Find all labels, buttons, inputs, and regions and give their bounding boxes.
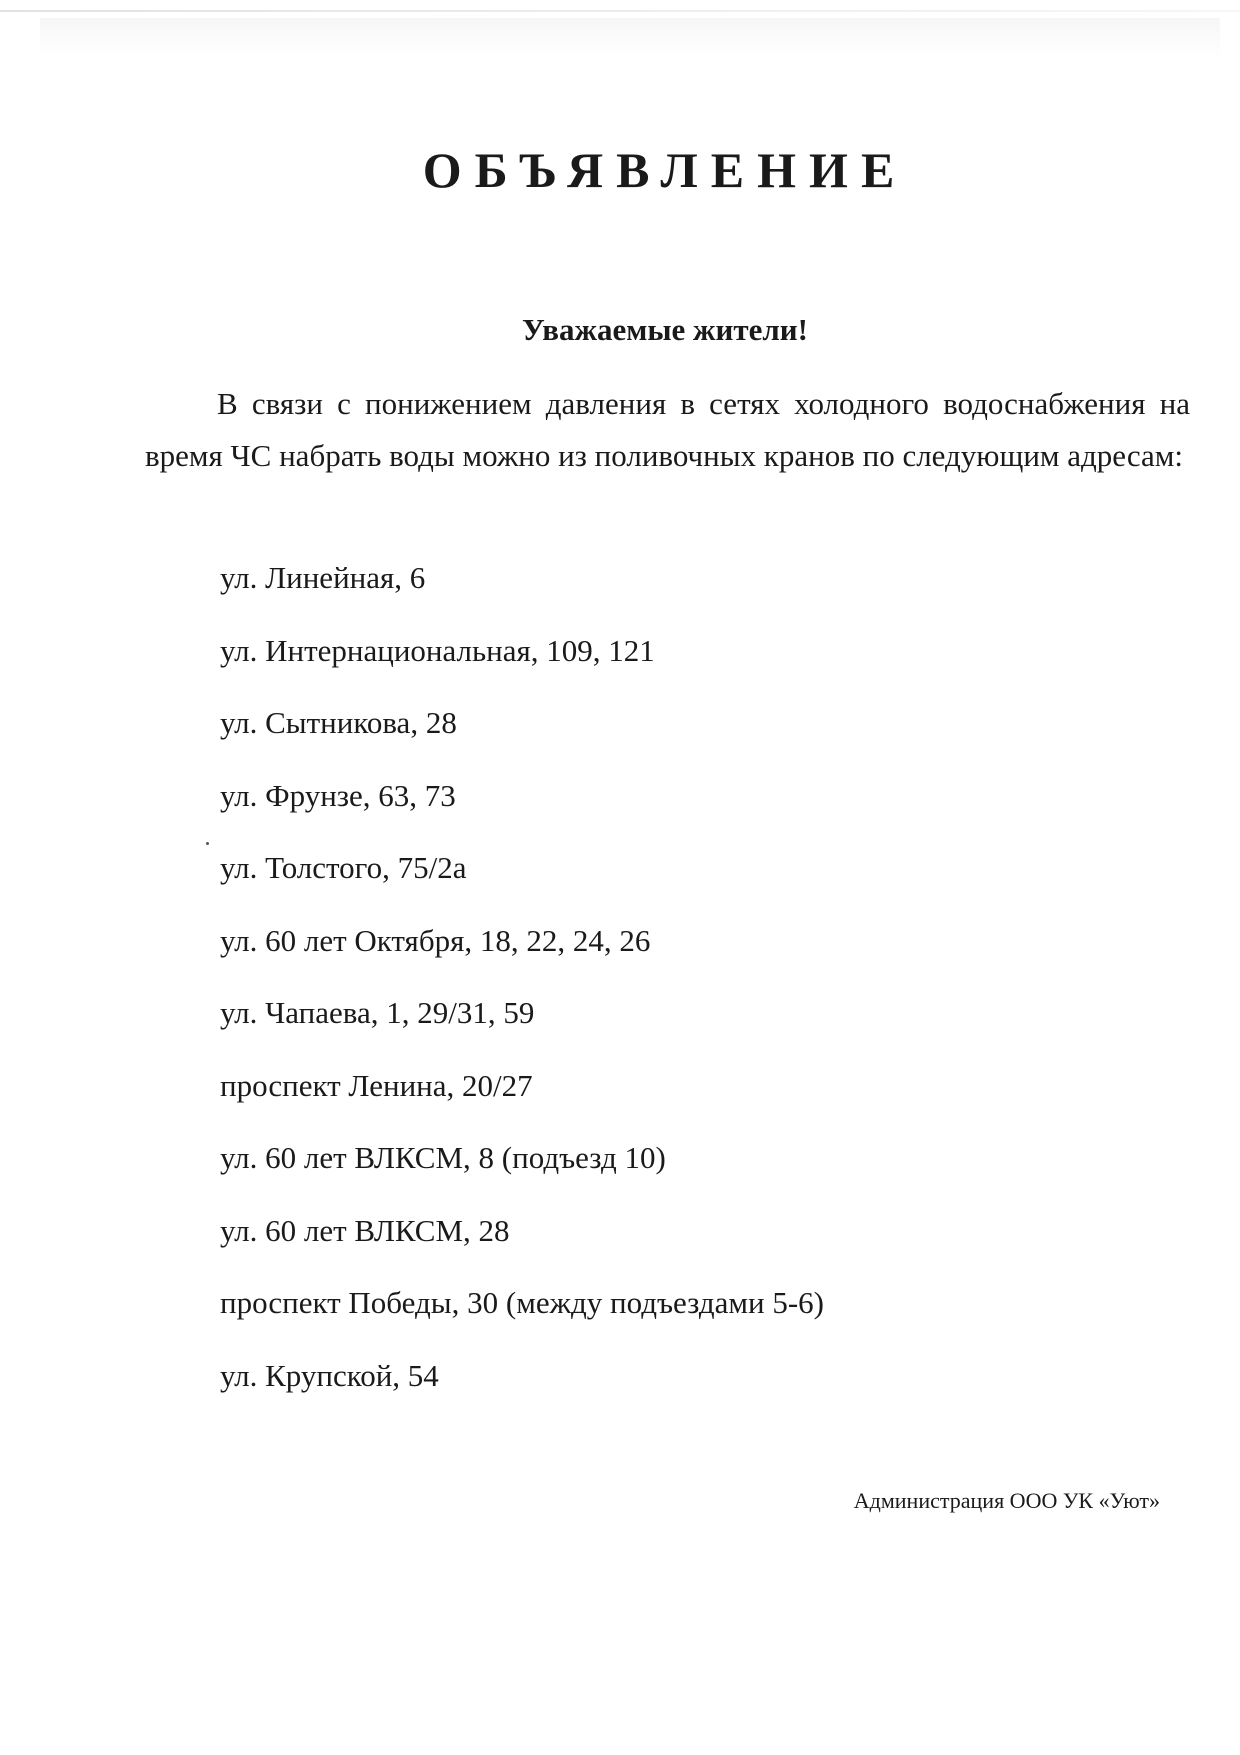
notice-title: ОБЪЯВЛЕНИЕ bbox=[422, 142, 908, 198]
address-item: ул. Толстого, 75/2а bbox=[220, 850, 467, 885]
notice-intro: В связи с понижением давления в сетях холодного водоснабжения на время ЧС набрать воды можно из поливочных кранов по следующим адресам: bbox=[145, 386, 1190, 473]
address-item: ул. 60 лет ВЛКСМ, 28 bbox=[220, 1212, 510, 1248]
address-item: ул. Крупской, 54 bbox=[220, 1357, 439, 1393]
scan-edge bbox=[0, 10, 1240, 12]
address-list bbox=[220, 558, 824, 1428]
address-item: ул. 60 лет ВЛКСМ, 8 (подъезд 10) bbox=[220, 1140, 666, 1175]
address-item: ул. Сытникова, 28 bbox=[220, 705, 457, 740]
address-item: ул. Линейная, 6 bbox=[220, 560, 426, 595]
scan-shadow bbox=[40, 18, 1220, 58]
notice-greeting: Уважаемые жители! bbox=[522, 312, 808, 347]
address-item: ул. Чапаева, 1, 29/31, 59 bbox=[220, 995, 535, 1030]
address-item: ул. Интернациональная, 109, 121 bbox=[220, 632, 655, 668]
address-item: ул. Фрунзе, 63, 73 bbox=[220, 777, 456, 813]
address-item: ул. 60 лет Октября, 18, 22, 24, 26 bbox=[220, 922, 651, 958]
address-item: проспект Ленина, 20/27 bbox=[220, 1067, 533, 1103]
address-item: проспект Победы, 30 (между подъездами 5-6) bbox=[220, 1285, 824, 1320]
notice-signature: Администрация ООО УК «Уют» bbox=[853, 1488, 1160, 1513]
scan-speck bbox=[206, 842, 209, 845]
